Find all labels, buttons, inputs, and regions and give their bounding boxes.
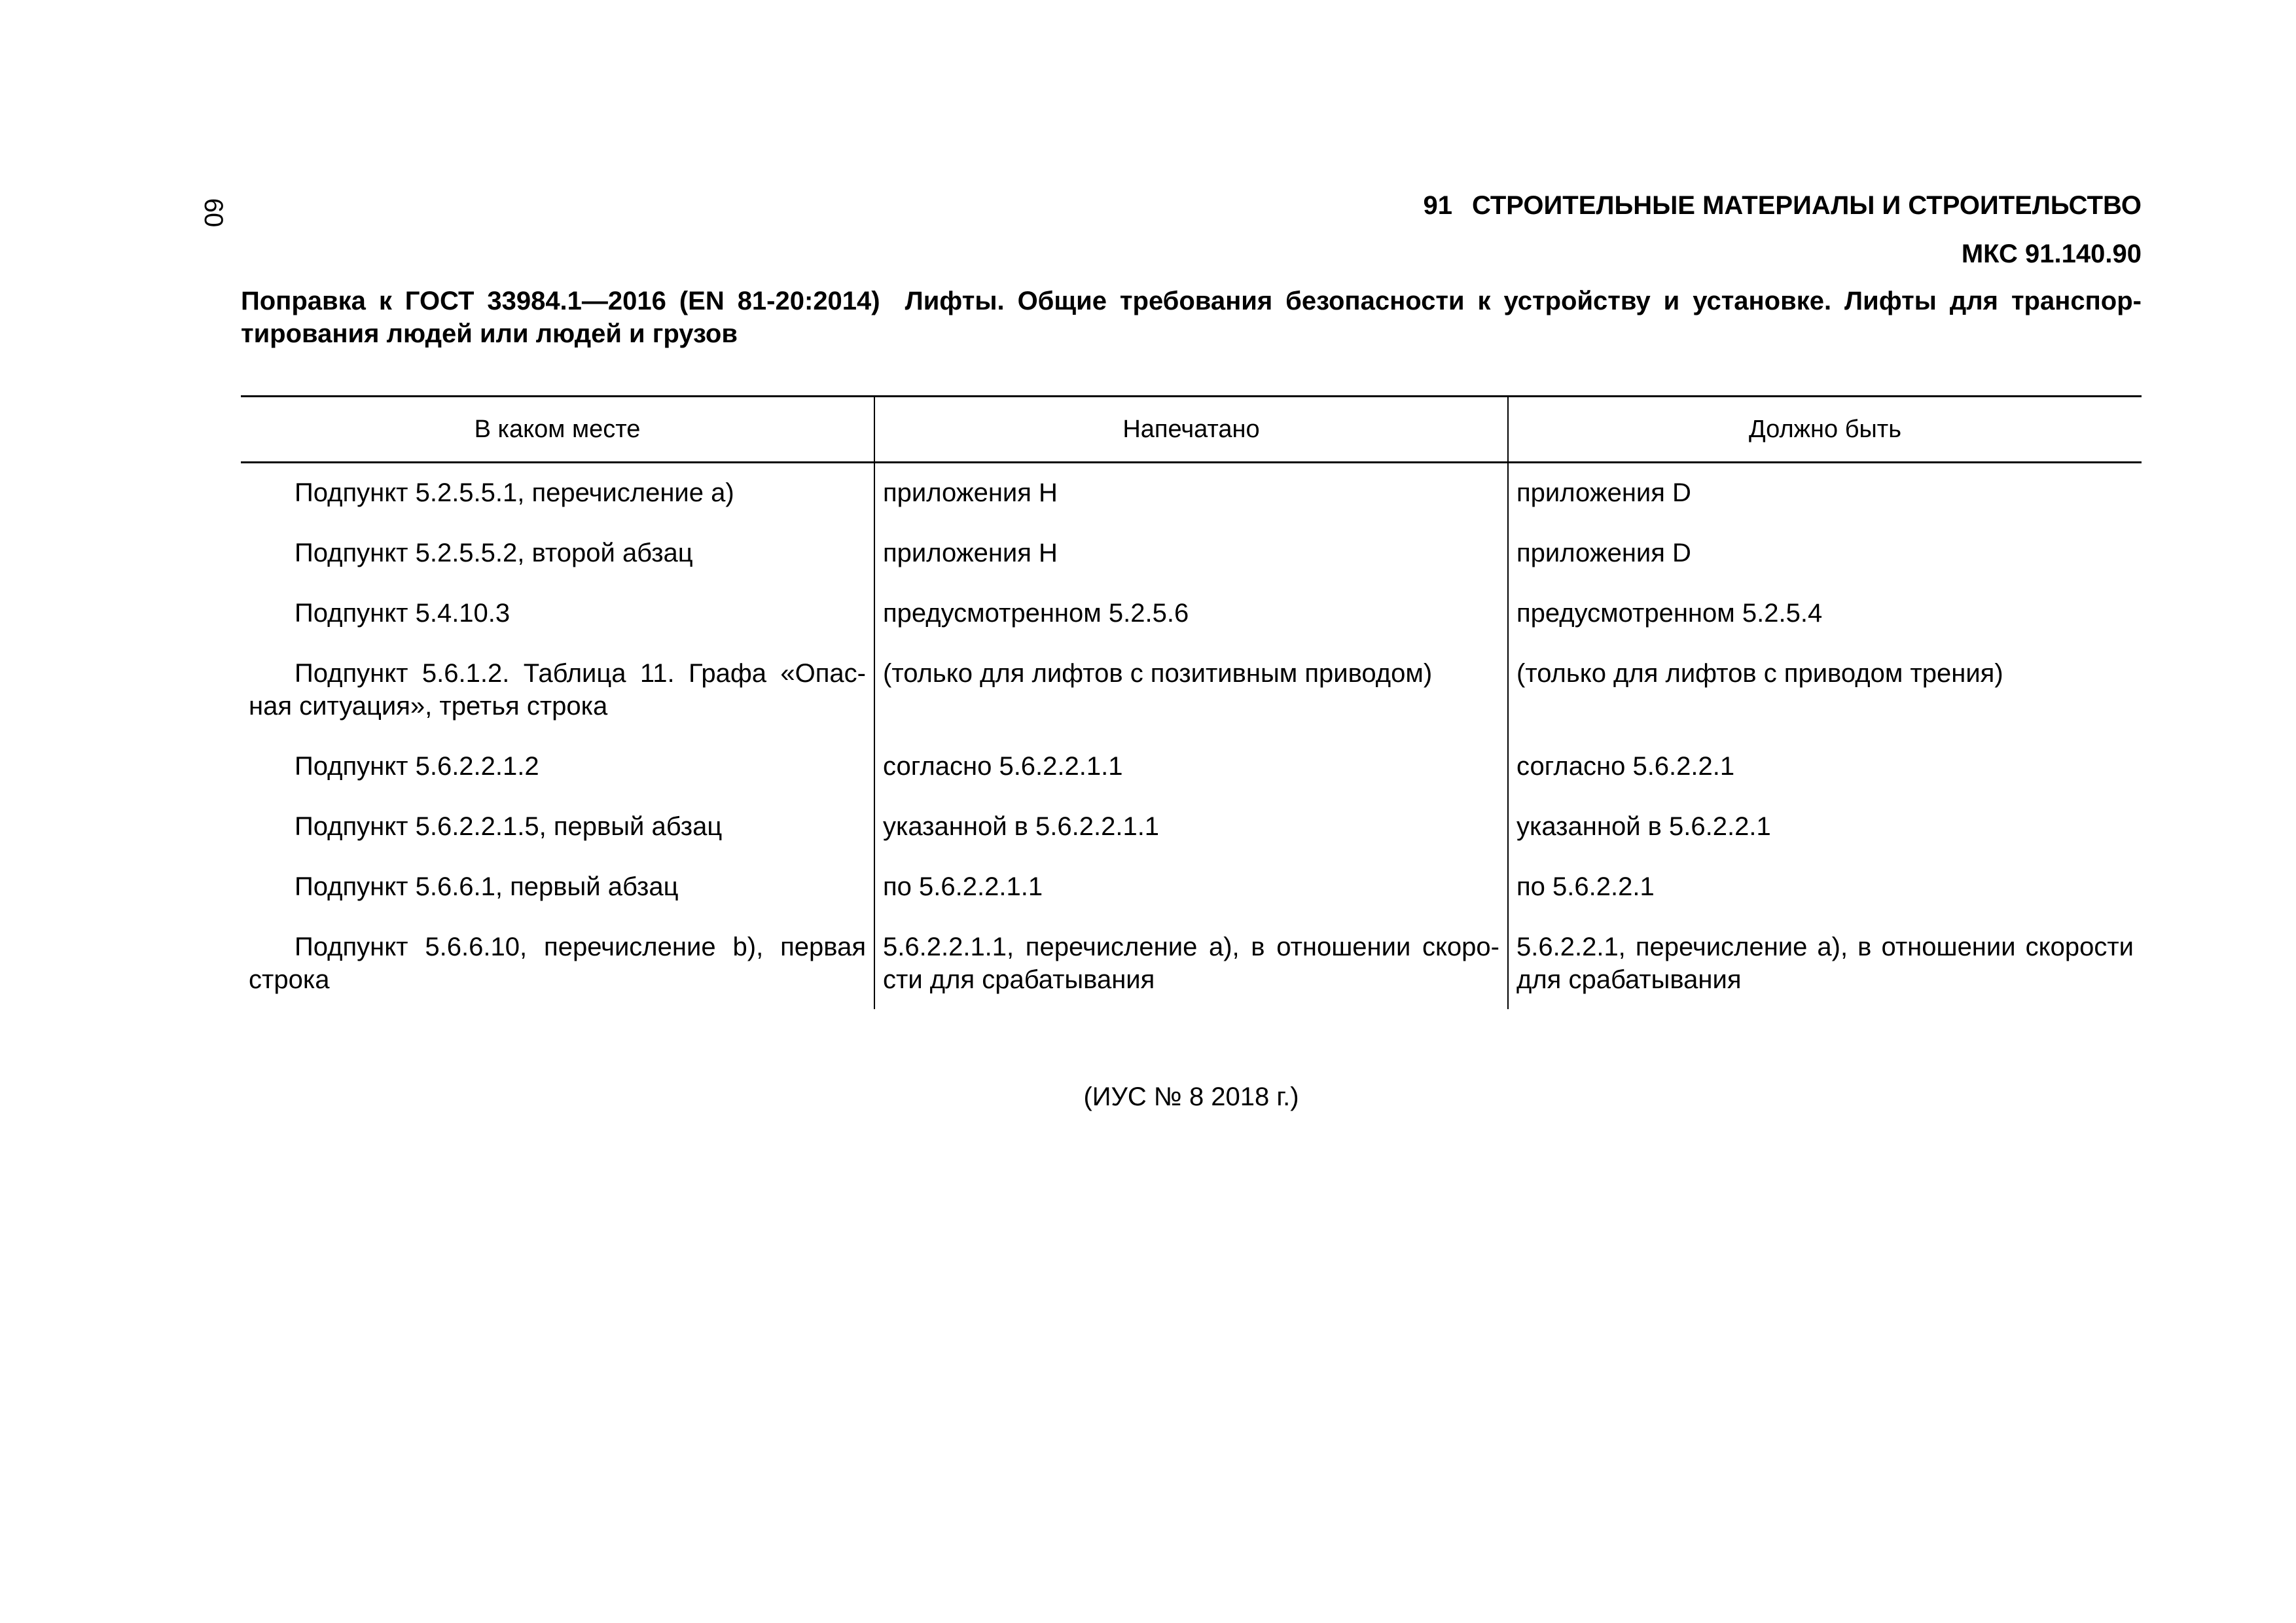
document-title-lead: Поправка к ГОСТ 33984.1—2016 (EN 81-20:2014) [241,287,880,315]
cell-printed: указанной в 5.6.2.2.1.1 [874,797,1508,857]
table-row [241,797,2142,857]
table-row [241,918,2142,1009]
cell-printed: 5.6.2.2.1.1, перечисление а), в отношении скорости для срабатывания [874,918,1508,1009]
cell-place: Подпункт 5.4.10.3 [295,599,511,628]
section-heading [1423,188,2142,223]
header-place: В каком месте [241,397,874,463]
table-row [241,524,2142,584]
section-title: СТРОИТЕЛЬНЫЕ МАТЕРИАЛЫ И СТРОИТЕЛЬСТВО [1471,191,2142,220]
mks-code: МКС 91.140.90 [1961,240,2142,268]
cell-should-be: предусмотренном 5.2.5.4 [1508,584,2142,644]
cell-place: Подпункт 5.2.5.5.1, перечисление а) [295,478,734,507]
document-title-rest: Лифты. Общие требования безопасности к устройству и установке. Лифты для транспортирования людей или людей и грузов [241,287,2142,348]
cell-should-be: по 5.6.2.2.1 [1508,857,2142,918]
header-printed: Напечатано [874,397,1508,463]
cell-should-be: согласно 5.6.2.2.1 [1508,737,2142,797]
cell-place: Подпункт 5.6.6.1, первый абзац [295,872,679,901]
table-header-row [241,397,2142,463]
cell-place: Подпункт 5.6.6.10, перечисление b), первая строка [249,933,866,994]
document-title [241,285,2142,350]
ius-note: (ИУС № 8 2018 г.) [1083,1082,1299,1111]
cell-should-be: (только для лифтов с приводом трения) [1508,644,2142,737]
cell-place: Подпункт 5.6.2.2.1.2 [295,752,539,781]
cell-place: Подпункт 5.2.5.5.2, второй абзац [295,539,693,567]
cell-printed: приложения Н [874,524,1508,584]
cell-place: Подпункт 5.6.1.2. Таблица 11. Графа «Опасная ситуация», третья строка [249,659,866,721]
cell-printed: приложения Н [874,463,1508,524]
section-number: 91 [1423,191,1452,220]
table-row [241,584,2142,644]
cell-printed: предусмотренном 5.2.5.6 [874,584,1508,644]
table-row [241,737,2142,797]
page-number: 60 [199,198,228,228]
cell-printed: согласно 5.6.2.2.1.1 [874,737,1508,797]
table-body [241,463,2142,1010]
table-row [241,463,2142,524]
header-should-be: Должно быть [1508,397,2142,463]
table-row [241,644,2142,737]
cell-place: Подпункт 5.6.2.2.1.5, первый абзац [295,812,723,841]
corrections-table [241,395,2142,1009]
cell-should-be: 5.6.2.2.1, перечисление а), в отношении скорости для срабатывания [1508,918,2142,1009]
cell-printed: по 5.6.2.2.1.1 [874,857,1508,918]
cell-printed: (только для лифтов с позитивным приводом) [874,644,1508,737]
cell-should-be: приложения D [1508,463,2142,524]
table-header [241,397,2142,463]
table-row [241,857,2142,918]
cell-should-be: приложения D [1508,524,2142,584]
cell-should-be: указанной в 5.6.2.2.1 [1508,797,2142,857]
